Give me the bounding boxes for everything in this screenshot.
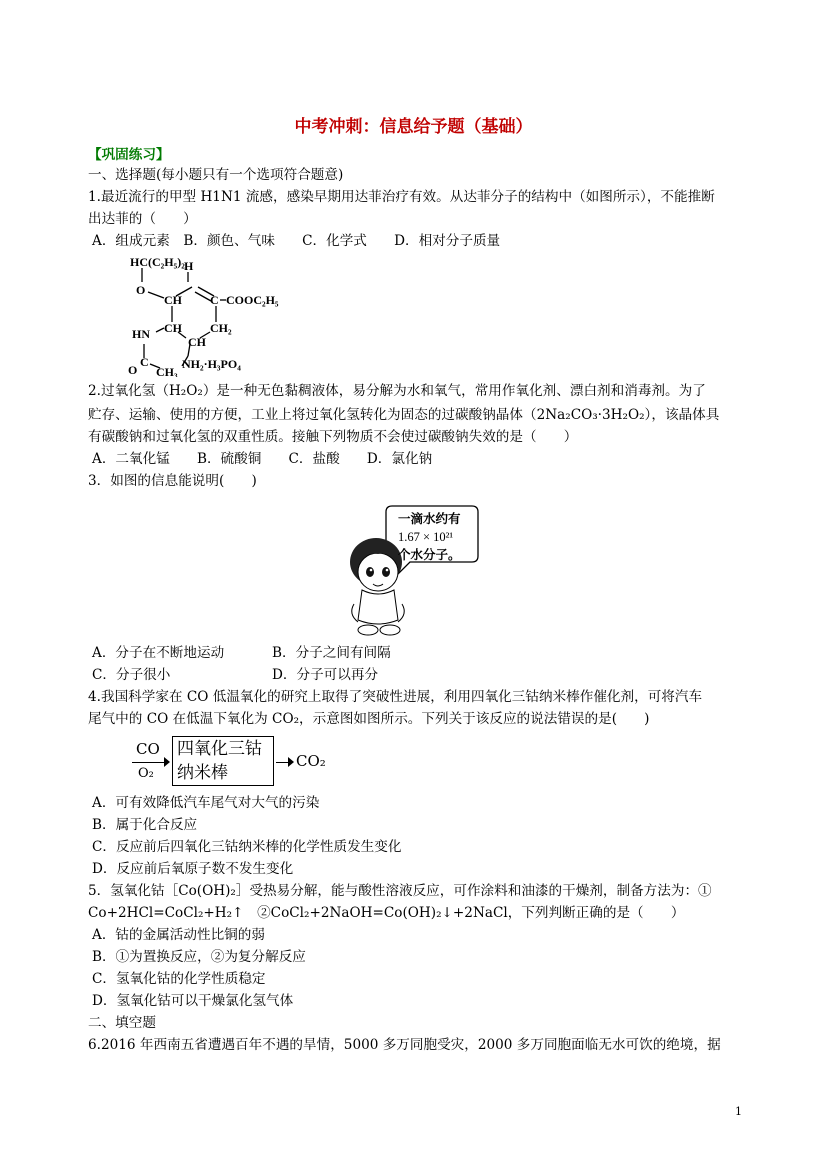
q5-line1: 5．氢氧化钴［Co(OH)₂］受热易分解，能与酸性溶液反应，可作涂料和油漆的干燥剂，制备方法为：①: [88, 883, 712, 899]
mol-ch1: CH: [164, 293, 182, 307]
part1-heading: 一、选择题(每小题只有一个选项符合题意): [88, 167, 344, 183]
mol-h: H: [184, 259, 194, 273]
q2-line1: 2.过氧化氢（H₂O₂）是一种无色黏稠液体，易分解为水和氧气，常用作氧化剂、漂白剂和消毒剂。为了: [88, 383, 706, 399]
q4-line2: 尾气中的 CO 在低温下氧化为 CO₂，示意图如图所示。下列关于该反应的说法错误的是( ): [88, 711, 650, 727]
diagram-output-co2: CO₂: [296, 752, 326, 770]
q4-line1: 4.我国科学家在 CO 低温氧化的研究上取得了突破性进展，利用四氧化三钴纳米棒作催化剂，可将汽车: [88, 689, 703, 705]
oseltamivir-structure-figure: [120, 252, 290, 377]
mol-c2: C: [140, 355, 149, 369]
q2-line2: 贮存、运输、使用的方便，工业上将过氧化氢转化为固态的过碳酸钠晶体（2Na₂CO₃·3H₂O₂），该晶体具: [88, 407, 720, 423]
catalyst-box: [172, 736, 274, 786]
catalyst-box-line2: 纳米棒: [177, 763, 228, 783]
q6-line1: 6.2016 年西南五省遭遇百年不遇的旱情，5000 多万同胞受灾，2000 多万同胞面临无水可饮的绝境，据: [88, 1037, 721, 1053]
q3-option-c: C．分子很小: [92, 667, 171, 683]
mol-ch2b: CH₂: [210, 321, 232, 335]
speech-bubble-text: [398, 510, 461, 564]
diagram-input-co: CO: [136, 740, 160, 758]
catalyst-diagram: [132, 736, 342, 790]
diagram-input-o2: O₂: [138, 766, 154, 781]
girl-cartoon-icon: [350, 538, 404, 635]
q1-options: A．组成元素 B．颜色、气味 C．化学式 D．相对分子质量: [92, 233, 501, 249]
page-number: 1: [735, 1105, 742, 1118]
mol-o: O: [136, 283, 146, 297]
bubble-line3: 个水分子。: [398, 547, 461, 562]
mol-hn: HN: [132, 327, 150, 341]
q4-option-c: C．反应前后四氧化三钴纳米棒的化学性质发生变化: [92, 839, 402, 855]
mol-cooc: COOC₂H₅: [226, 293, 279, 307]
q4-option-b: B．属于化合反应: [92, 817, 198, 833]
mol-o2: O: [128, 363, 138, 377]
part2-heading: 二、填空题: [88, 1015, 156, 1031]
q3-option-b: B．分子之间有间隔: [272, 645, 391, 661]
q3-option-d: D．分子可以再分: [272, 667, 379, 683]
catalyst-box-line1: 四氧化三钴: [177, 739, 262, 759]
q5-option-a: A．钴的金属活动性比铜的弱: [92, 927, 265, 943]
diagram-input-arrow: [132, 762, 168, 763]
q3-line1: 3．如图的信息能说明( ): [88, 473, 257, 489]
mol-nh: NH₂·H₃PO₄: [182, 357, 241, 371]
arrow-head-icon: [288, 757, 294, 767]
q4-option-d: D．反应前后氧原子数不发生变化: [92, 861, 294, 877]
mol-ch3b: CH₃: [156, 365, 178, 377]
q3-option-a: A．分子在不断地运动: [92, 645, 225, 661]
mol-ch3: CH: [188, 335, 206, 349]
q2-line3: 有碳酸钠和过氧化氢的双重性质。接触下列物质不会使过碳酸钠失效的是（ ）: [88, 429, 578, 445]
q4-option-a: A．可有效降低汽车尾气对大气的污染: [92, 795, 320, 811]
mol-ch2: CH: [164, 321, 182, 335]
q1-line2: 出达菲的（ ）: [88, 211, 197, 227]
q5-option-d: D．氢氧化钴可以干燥氯化氢气体: [92, 993, 294, 1009]
page-title: 中考冲刺：信息给予题（基础）: [294, 117, 533, 137]
section-tag: 【巩固练习】: [88, 147, 170, 163]
bubble-line1: 一滴水约有: [398, 511, 461, 526]
q1-line1: 1.最近流行的甲型 H1N1 流感，感染早期用达菲治疗有效。从达菲分子的结构中（如图所示），不能推断: [88, 189, 715, 205]
q5-option-c: C．氢氧化钴的化学性质稳定: [92, 971, 266, 987]
q5-option-b: B．①为置换反应，②为复分解反应: [92, 949, 306, 965]
mol-c1: C: [210, 293, 219, 307]
q5-line2: Co+2HCl=CoCl₂+H₂↑ ②CoCl₂+2NaOH=Co(OH)₂↓+2NaCl，下列判断正确的是（ ）: [88, 905, 685, 921]
mol-top-group: HC(C₂H₅)₂: [130, 255, 185, 269]
arrow-head-icon: [164, 757, 170, 767]
bubble-line2: 1.67 × 10²¹: [398, 530, 454, 544]
q2-options: A．二氧化锰 B．硫酸铜 C．盐酸 D．氯化钠: [92, 451, 433, 467]
